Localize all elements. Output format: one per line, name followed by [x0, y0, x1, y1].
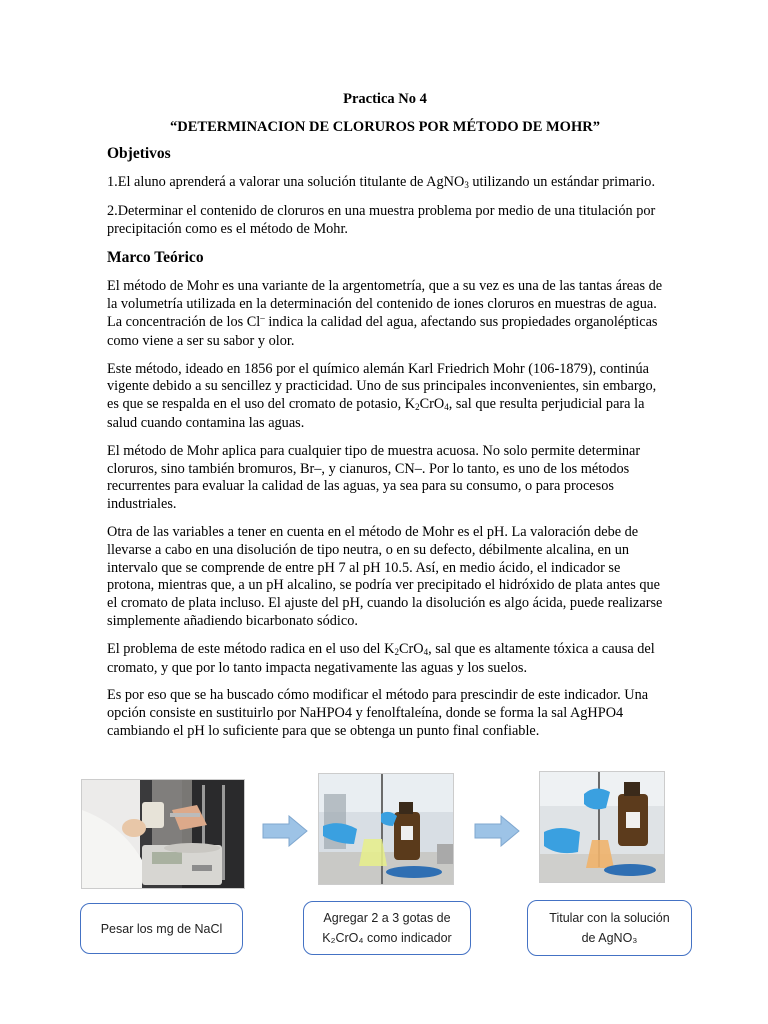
- photo-titration: [539, 771, 665, 883]
- step-3-line-1: Titular con la solución: [549, 911, 670, 925]
- theory-paragraph-2: Este método, ideado en 1856 por el químico alemán Karl Friedrich Mohr (106-1879), continúa vigente debido a su sencillez y practicidad. Uno de sus principales inconvenientes, sin embargo, es que se respalda en el uso del cromato de potasio, $K_2CrO_4$, sal que resulta perjudicial para la salud cuando contamina las aguas.: [107, 360, 657, 431]
- theory-paragraph-4: Otra de las variables a tener en cuenta en el método de Mohr es el pH. La valoración debe de llevarse a cabo en una disolución de tipo neutra, o en su defecto, débilmente alcalina, en un intervalo que se comprende de entre pH 7 al pH 10.5. Así, en medio ácido, el indicador se protona, mientras que, a un pH alcalino, se podría ver precipitado el hidróxido de plata antes que el cromato de plata incluso. El ajuste del pH, cuando la disolución es algo ácida, puede realizarse simplemente añadiendo bicarbonato sódico.: [107, 523, 663, 629]
- objectives-heading: Objetivos: [107, 145, 171, 162]
- step-3-box: [527, 900, 692, 956]
- photo-weighing: [81, 779, 245, 889]
- theory-heading: Marco Teórico: [107, 249, 204, 267]
- objective-1: 1.El aluno aprenderá a valorar una solución titulante de AgNO$_3$ utilizando un estándar primario.: [107, 174, 656, 190]
- photo-adding-indicator: [318, 773, 454, 885]
- theory-paragraph-1: El método de Mohr es una variante de la argentometría, que a su vez es una de las tantas áreas de la volumetría utilizada en la determinación del contenido de iones cloruros en muestras de agua. La concentración de los Cl– indica la calidad del agua, afectando sus propiedades organolépticas como viene a ser su sabor y olor.: [107, 278, 663, 349]
- right-arrow-icon: [474, 815, 520, 847]
- theory-paragraph-3: El método de Mohr aplica para cualquier tipo de muestra acuosa. No solo permite determinar cloruros, sino también bromuros, Br–, y cianuros, CN–. Por lo tanto, es uno de los métodos recurrentes para evaluar la calidad de las aguas, ya sea para su consumo, o para procesos industriales.: [107, 442, 641, 513]
- theory-paragraph-6: Es por eso que se ha buscado cómo modificar el método para prescindir de este indicador. Una opción consiste en sustituirlo por NaHPO4 y fenolftaleína, donde se forma la sal AgHPO4 cambiando el pH lo suficiente para que se obtenga un punto final confiable.: [107, 687, 649, 739]
- step-1-label: Pesar los mg de NaCl: [100, 921, 223, 936]
- practice-number: Practica No 4: [343, 91, 427, 107]
- step-3-line-2: de AgNO₃: [581, 931, 638, 945]
- step-2-line-2: K₂CrO₄ como indicador: [322, 931, 452, 945]
- step-1-box: [80, 903, 243, 954]
- objective-2: 2.Determinar el contenido de cloruros en una muestra problema por medio de una titulación por precipitación como es el método de Mohr.: [107, 202, 656, 237]
- document-body: [107, 90, 663, 751]
- step-2-box: [303, 901, 471, 955]
- right-arrow-icon: [262, 815, 308, 847]
- practice-title: “DETERMINACION DE CLORUROS POR MÉTODO DE MOHR”: [170, 119, 600, 135]
- theory-paragraph-5: El problema de este método radica en el uso del $K_2CrO_4$, sal que es altamente tóxica a causa del cromato, y que por lo tanto impacta negativamente las aguas y los suelos.: [107, 640, 655, 676]
- step-2-line-1: Agregar 2 a 3 gotas de: [323, 911, 451, 925]
